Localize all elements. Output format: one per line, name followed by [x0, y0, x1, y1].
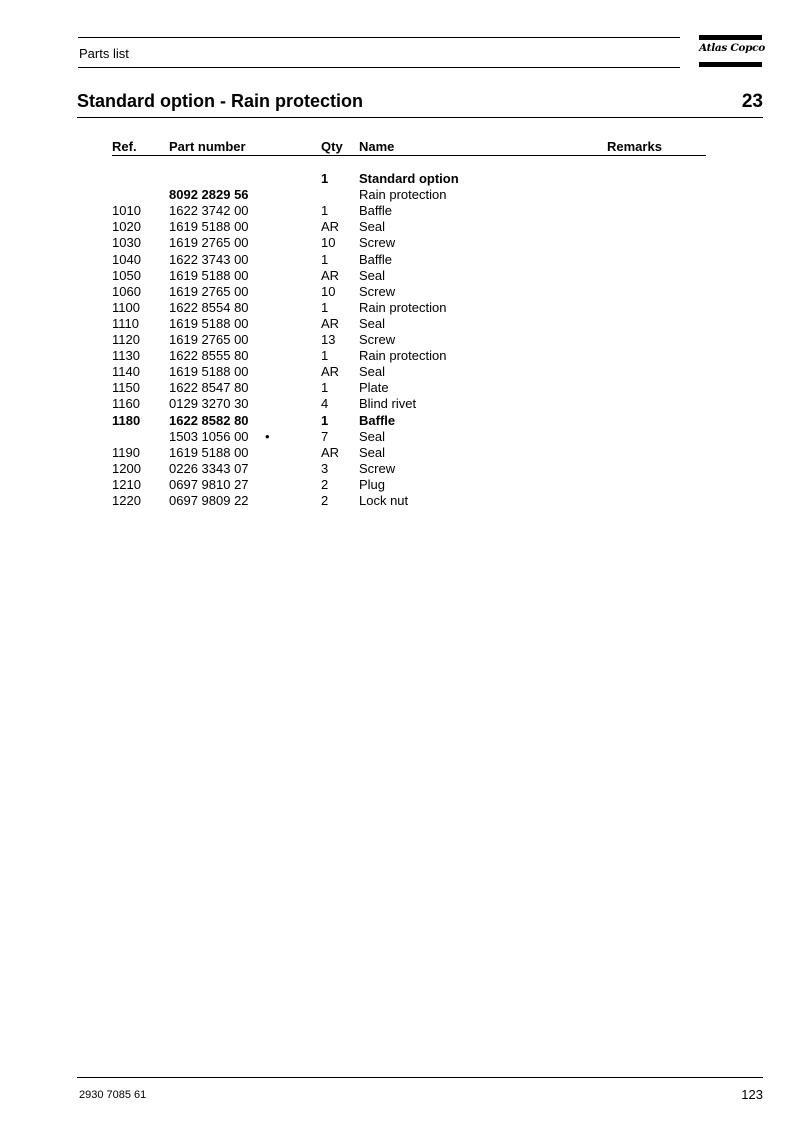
table-row [0, 316, 800, 332]
table-row [0, 461, 800, 477]
ref-cell: 1210 [112, 476, 141, 492]
column-header-part-number: Part number [169, 139, 246, 154]
qty-cell: 1 [321, 171, 329, 186]
name-cell: Seal [359, 315, 386, 331]
column-header-name: Name [359, 139, 395, 154]
table-row [0, 219, 800, 235]
name-cell: Plug [359, 476, 386, 492]
table-row [0, 203, 800, 219]
qty-cell: 1 [321, 251, 329, 267]
qty-cell: 1 [321, 412, 329, 428]
qty-cell: 10 [321, 235, 336, 251]
table-row [0, 413, 800, 429]
table-row [0, 187, 800, 203]
ref-cell: 1180 [112, 412, 141, 428]
footer-rule [77, 1077, 763, 1078]
name-cell: Seal [359, 267, 386, 283]
ref-cell: 1160 [112, 396, 140, 412]
name-cell: Seal [359, 428, 386, 444]
qty-cell: 3 [321, 460, 329, 476]
name-cell: Standard option [359, 171, 459, 186]
qty-cell: 1 [321, 203, 329, 219]
name-cell: Baffle [359, 203, 393, 219]
name-cell: Seal [359, 364, 386, 380]
atlas-copco-logo [699, 35, 765, 67]
name-cell: Screw [359, 460, 396, 476]
name-cell: Rain protection [359, 299, 447, 315]
qty-cell: 13 [321, 332, 336, 347]
qty-cell: 2 [321, 493, 329, 508]
table-row [0, 348, 800, 364]
part-number-cell: 1619 5188 00 [169, 444, 249, 460]
qty-cell: 4 [321, 396, 329, 412]
qty-cell: AR [321, 364, 340, 380]
qty-cell: 1 [321, 380, 329, 396]
ref-cell: 1040 [112, 251, 141, 267]
part-number-cell: 1619 5188 00 [169, 219, 249, 235]
column-header-remarks: Remarks [607, 139, 662, 154]
qty-cell: 2 [321, 476, 329, 492]
name-cell: Rain protection [359, 187, 447, 203]
table-row [0, 268, 800, 284]
qty-cell: 1 [321, 348, 329, 364]
ref-cell: 1140 [112, 364, 140, 380]
mark-cell: • [265, 428, 270, 444]
qty-cell: 10 [321, 283, 336, 299]
part-number-cell: 0697 9809 22 [169, 493, 249, 508]
part-number-cell: 1622 3742 00 [169, 203, 249, 219]
part-number-cell: 1622 3743 00 [169, 251, 249, 267]
name-cell: Seal [359, 219, 386, 235]
ref-cell: 1190 [112, 444, 140, 460]
name-cell: Plate [359, 380, 389, 396]
title-rule [77, 117, 763, 118]
section-number: 23 [741, 91, 763, 112]
part-number-cell: 1503 1056 00 [169, 428, 249, 444]
part-number-cell: 1619 2765 00 [169, 283, 249, 299]
table-row [0, 477, 800, 493]
name-cell: Rain protection [359, 348, 447, 364]
ref-cell: 1150 [112, 380, 140, 396]
table-row [0, 300, 800, 316]
part-number-cell: 8092 2829 56 [169, 187, 249, 203]
ref-cell: 1120 [112, 332, 140, 347]
table-row [0, 493, 800, 509]
table-row [0, 171, 800, 187]
qty-cell: AR [321, 315, 340, 331]
table-header-rule [112, 155, 706, 156]
name-cell: Blind rivet [359, 396, 417, 412]
ref-cell: 1220 [112, 493, 141, 508]
qty-cell: AR [321, 444, 340, 460]
part-number-cell: 1622 8547 80 [169, 380, 249, 396]
name-cell: Lock nut [359, 493, 409, 508]
logo-top-bar [699, 35, 762, 40]
table-row [0, 252, 800, 268]
header-bottom-rule [78, 67, 680, 68]
name-cell: Screw [359, 332, 396, 347]
table-row [0, 445, 800, 461]
part-number-cell: 1622 8582 80 [169, 412, 249, 428]
ref-cell: 1200 [112, 460, 141, 476]
part-number-cell: 0226 3343 07 [169, 460, 249, 476]
page-title: Standard option - Rain protection [77, 91, 363, 111]
qty-cell: AR [321, 267, 340, 283]
qty-cell: AR [321, 219, 340, 235]
name-cell: Screw [359, 235, 396, 251]
header-top-rule [78, 37, 680, 38]
column-header-qty: Qty [321, 139, 343, 154]
ref-cell: 1110 [112, 315, 139, 331]
ref-cell: 1030 [112, 235, 141, 251]
name-cell: Screw [359, 283, 396, 299]
part-number-cell: 1622 8555 80 [169, 348, 249, 364]
table-row [0, 235, 800, 251]
table-row [0, 380, 800, 396]
part-number-cell: 0129 3270 30 [169, 396, 249, 412]
name-cell: Seal [359, 444, 386, 460]
part-number-cell: 1622 8554 80 [169, 299, 249, 315]
ref-cell: 1130 [112, 348, 140, 364]
ref-cell: 1020 [112, 219, 141, 235]
part-number-cell: 1619 5188 00 [169, 364, 249, 380]
header-label: Parts list [79, 46, 129, 61]
ref-cell: 1010 [112, 203, 141, 219]
ref-cell: 1100 [112, 299, 140, 315]
column-header-ref: Ref. [112, 139, 137, 154]
qty-cell: 7 [321, 428, 329, 444]
table-row [0, 364, 800, 380]
part-number-cell: 0697 9810 27 [169, 476, 249, 492]
qty-cell: 1 [321, 299, 329, 315]
table-row [0, 429, 800, 445]
table-row [0, 284, 800, 300]
part-number-cell: 1619 2765 00 [169, 235, 249, 251]
logo-wordmark: Atlas Copco [699, 42, 765, 54]
part-number-cell: 1619 5188 00 [169, 267, 249, 283]
part-number-cell: 1619 2765 00 [169, 332, 249, 347]
table-row [0, 396, 800, 412]
part-number-cell: 1619 5188 00 [169, 315, 249, 331]
ref-cell: 1050 [112, 267, 141, 283]
name-cell: Baffle [359, 412, 396, 428]
document-number: 2930 7085 61 [79, 1089, 147, 1101]
name-cell: Baffle [359, 251, 393, 267]
logo-bottom-bar [699, 62, 762, 67]
ref-cell: 1060 [112, 283, 141, 299]
page-number: 123 [741, 1087, 763, 1102]
table-row [0, 332, 800, 348]
